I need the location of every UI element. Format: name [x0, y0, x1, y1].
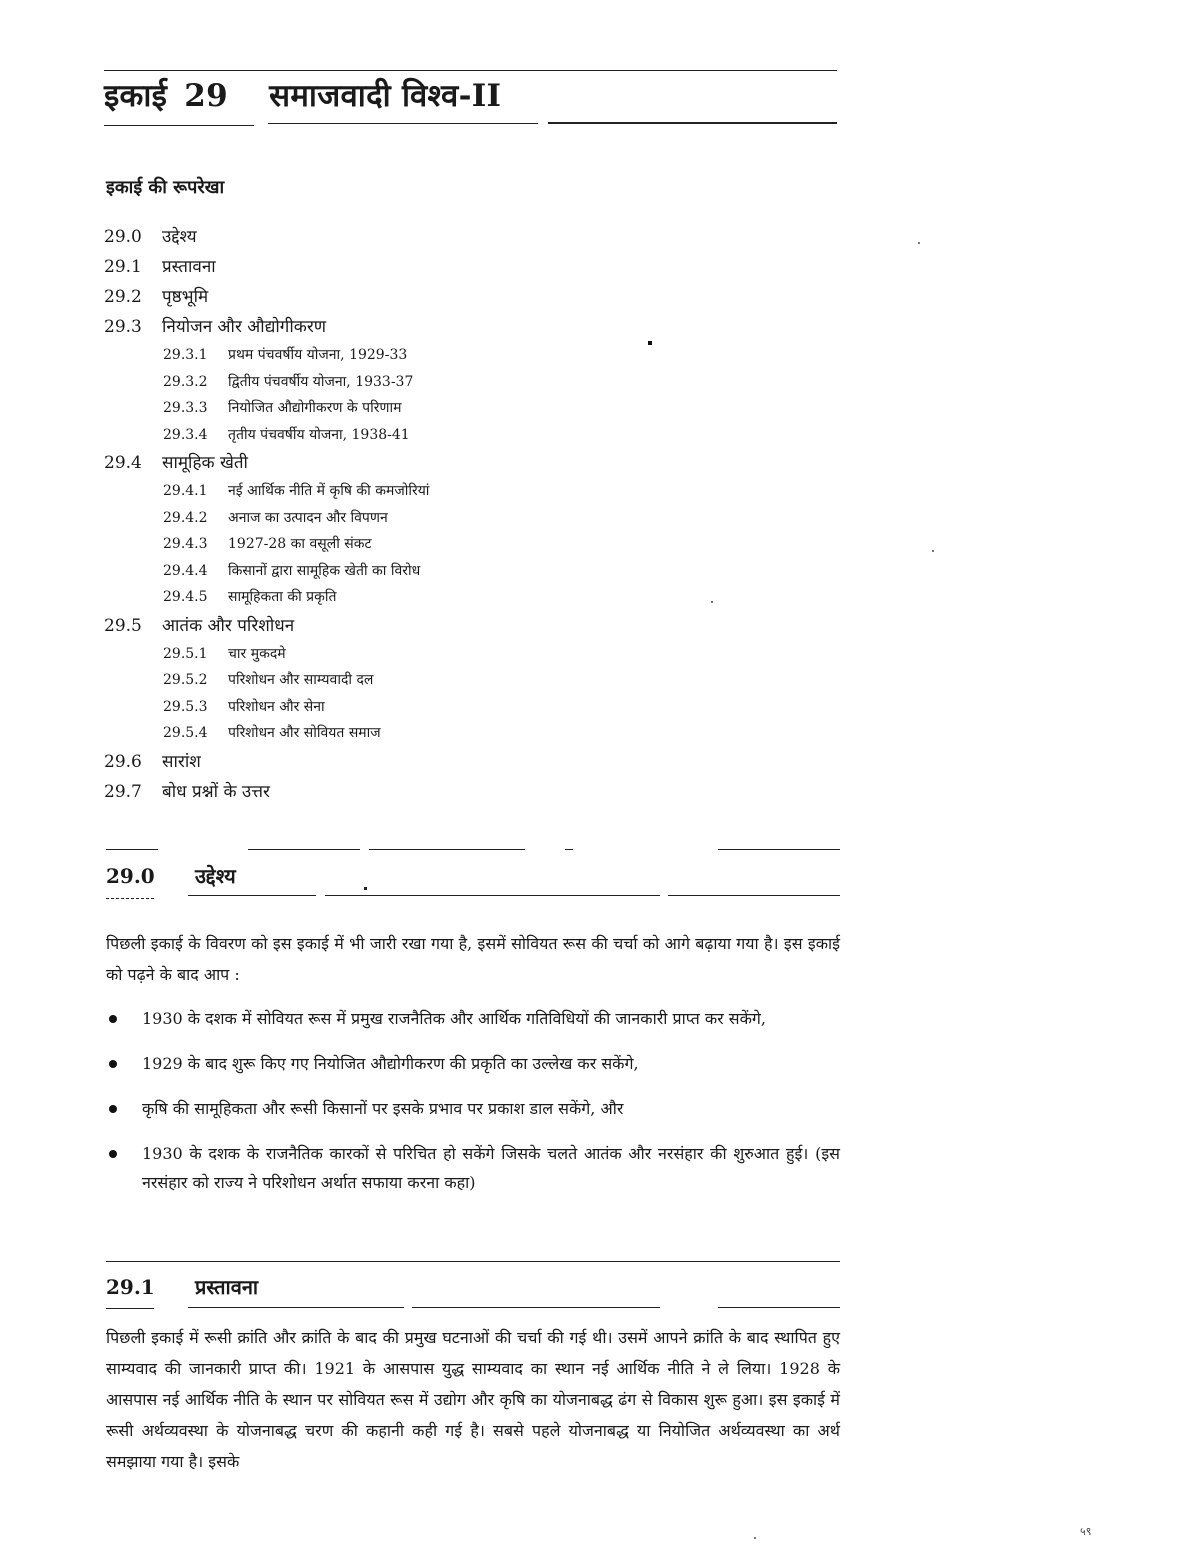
- outline-subitem: [104, 531, 664, 558]
- section-291-rule-top: [106, 1261, 840, 1262]
- outline-item-title: नई आर्थिक नीति में कृषि की कमजोरियां: [228, 483, 430, 499]
- page-number: ५९: [1080, 1525, 1092, 1538]
- section-290-rule-bottom-a: [106, 898, 154, 899]
- outline-item-number: 29.3: [104, 317, 142, 337]
- objective-text: 1930 के दशक के राजनैतिक कारकों से परिचित हो सकेंगे जिसके चलते आतंक और नरसंहार की शुरुआत हुई। (इस नरसंहार को राज्य ने परिशोधन अर्थात सफाया करना कहा): [142, 1144, 840, 1192]
- scan-speck: [754, 1537, 756, 1539]
- outline-item: [104, 611, 664, 641]
- bullet-icon: [109, 1150, 117, 1158]
- section-291-rule-bottom-c: [412, 1307, 660, 1308]
- section-290-rule-top-e: [718, 849, 840, 850]
- outline-item-title: किसानों द्वारा सामूहिक खेती का विरोध: [228, 562, 421, 579]
- outline-list: [104, 222, 664, 807]
- outline-subitem: [104, 342, 664, 369]
- objectives-list: [106, 1004, 840, 1213]
- outline-subitem: [104, 694, 664, 721]
- section-290-rule-bottom-b: [188, 895, 316, 896]
- bullet-icon: [109, 1060, 117, 1068]
- outline-item-title: प्रथम पंचवर्षीय योजना, 1929-33: [228, 347, 408, 363]
- section-290-rule-bottom-d: [668, 895, 840, 896]
- bullet-icon: [109, 1015, 117, 1023]
- outline-item-title: परिशोधन और सेना: [228, 698, 325, 715]
- outline-item-number: 29.3.3: [163, 400, 208, 416]
- outline-item: [104, 747, 664, 777]
- section-290-rule-top-b: [248, 849, 360, 850]
- section-291-body: पिछली इकाई में रूसी क्रांति और क्रांति के बाद की प्रमुख घटनाओं की चर्चा की गई थी। उसमें आपने क्रांति के बाद स्थापित हुए साम्यवाद की जानकारी प्राप्त की। 1921 के आसपास युद्ध साम्यवाद का स्थान नई आर्थिक नीति ने ले लिया। 1928 के आसपास नई आर्थिक नीति के स्थान पर सोवियत रूस में उद्योग और कृषि का योजनाबद्ध ढंग से विकास शुरू हुआ। इस इकाई में रूसी अर्थव्यवस्था के योजनाबद्ध चरण की कहानी कही गई है। सबसे पहले योजनाबद्ध या नियोजित अर्थव्यवस्था का अर्थ समझाया गया है। इसके: [106, 1328, 840, 1471]
- section-290-intro: पिछली इकाई के विवरण को इस इकाई में भी जारी रखा गया है, इसमें सोवियत रूस की चर्चा को आगे बढ़ाया गया है। इस इकाई को पढ़ने के बाद आप :: [106, 934, 840, 984]
- outline-item-number: 29.2: [104, 287, 142, 307]
- section-291-title: प्रस्तावना: [194, 1275, 259, 1299]
- section-291-rule-bottom-d: [718, 1307, 840, 1308]
- outline-item: [104, 282, 664, 312]
- outline-item-title: सामूहिक खेती: [162, 453, 248, 473]
- outline-item: [104, 312, 664, 342]
- outline-item-number: 29.5: [104, 615, 142, 636]
- outline-item-title: उद्देश्य: [162, 227, 197, 247]
- outline-item-title: आतंक और परिशोधन: [162, 615, 295, 636]
- outline-subitem: [104, 558, 664, 585]
- section-290-title: उद्देश्य: [194, 864, 236, 888]
- outline-item-title: परिशोधन और सोवियत समाज: [228, 725, 381, 741]
- section-291-rule-bottom-b: [188, 1307, 404, 1308]
- outline-item-number: 29.4.1: [163, 483, 208, 499]
- section-290-rule-bottom-c: [325, 895, 660, 896]
- outline-item-number: 29.4.5: [163, 589, 208, 605]
- outline-subitem: [104, 641, 664, 668]
- scan-speck: [932, 550, 934, 552]
- objective-item: [106, 1004, 840, 1033]
- outline-item-number: 29.5.1: [163, 645, 208, 662]
- objective-text: 1930 के दशक में सोवियत रूस में प्रमुख राजनैतिक और आर्थिक गतिविधियों की जानकारी प्राप्त कर सकेंगे,: [142, 1009, 766, 1028]
- objective-item: [106, 1139, 840, 1197]
- outline-item: [104, 252, 664, 282]
- outline-item-number: 29.5.4: [163, 725, 208, 741]
- objective-text: 1929 के बाद शुरू किए गए नियोजित औद्योगीकरण की प्रकृति का उल्लेख कर सकेंगे,: [142, 1054, 639, 1073]
- bullet-icon: [109, 1105, 117, 1113]
- outline-item-title: परिशोधन और साम्यवादी दल: [228, 672, 374, 688]
- scan-speck: [918, 242, 920, 244]
- title-rule-bottom-b: [268, 123, 538, 124]
- unit-number: 29: [184, 78, 229, 114]
- unit-title: [104, 74, 501, 116]
- outline-subitem: [104, 720, 664, 747]
- outline-item-title: पृष्ठभूमि: [162, 287, 209, 307]
- outline-subitem: [104, 478, 664, 505]
- outline-item-title: सामूहिकता की प्रकृति: [228, 589, 337, 605]
- section-290-heading: [106, 862, 236, 889]
- outline-item-number: 29.4.4: [163, 562, 208, 579]
- outline-item-title: अनाज का उत्पादन और विपणन: [228, 509, 388, 526]
- section-291-number: 29.1: [106, 1275, 155, 1299]
- scan-speck: [711, 601, 713, 603]
- outline-item-title: प्रस्तावना: [162, 257, 216, 277]
- outline-subitem: [104, 667, 664, 694]
- section-290-rule-top-a: [106, 849, 158, 850]
- title-rule-top: [104, 70, 837, 71]
- outline-item-title: तृतीय पंचवर्षीय योजना, 1938-41: [228, 426, 410, 443]
- outline-item-title: सारांश: [162, 751, 201, 772]
- outline-item-title: 1927-28 का वसूली संकट: [228, 536, 372, 552]
- outline-item-number: 29.4.3: [163, 536, 208, 552]
- outline-item-number: 29.3.1: [163, 347, 208, 363]
- outline-item: [104, 777, 664, 807]
- section-290-rule-top-d: [565, 849, 573, 850]
- objective-text: कृषि की सामूहिकता और रूसी किसानों पर इसके प्रभाव पर प्रकाश डाल सकेंगे, और: [142, 1099, 624, 1118]
- objective-item: [106, 1094, 840, 1123]
- outline-subitem: [104, 584, 664, 611]
- outline-heading: इकाई की रूपरेखा: [106, 177, 225, 198]
- scan-speck: [648, 341, 652, 345]
- outline-item-number: 29.6: [104, 751, 142, 772]
- outline-subitem: [104, 422, 664, 449]
- outline-item-number: 29.3.2: [163, 373, 208, 390]
- scan-speck: [364, 887, 367, 890]
- outline-item-number: 29.1: [104, 257, 142, 277]
- outline-subitem: [104, 505, 664, 532]
- objective-item: [106, 1049, 840, 1078]
- outline-item-title: नियोजित औद्योगीकरण के परिणाम: [228, 400, 402, 416]
- outline-item-number: 29.5.2: [163, 672, 208, 688]
- outline-item: [104, 448, 664, 478]
- outline-item-number: 29.3.4: [163, 426, 208, 443]
- outline-subitem: [104, 369, 664, 396]
- outline-item-title: नियोजन और औद्योगीकरण: [162, 317, 327, 337]
- outline-subitem: [104, 395, 664, 422]
- outline-item: [104, 222, 664, 252]
- outline-item-number: 29.7: [104, 781, 142, 802]
- section-291-heading: [106, 1273, 258, 1300]
- outline-item-title: चार मुकदमे: [228, 645, 286, 662]
- outline-item-title: द्वितीय पंचवर्षीय योजना, 1933-37: [228, 373, 414, 390]
- section-290-number: 29.0: [106, 864, 155, 888]
- unit-label: इकाई: [104, 78, 168, 114]
- unit-title-text: समाजवादी विश्व-II: [269, 78, 502, 114]
- title-rule-bottom-c: [548, 122, 837, 124]
- section-291-rule-bottom-a: [106, 1308, 154, 1309]
- outline-item-number: 29.5.3: [163, 698, 208, 715]
- section-290-rule-top-c: [369, 849, 525, 850]
- outline-item-title: बोध प्रश्नों के उत्तर: [162, 781, 270, 802]
- outline-item-number: 29.0: [104, 227, 142, 247]
- outline-item-number: 29.4.2: [163, 509, 208, 526]
- outline-item-number: 29.4: [104, 453, 142, 473]
- title-rule-bottom-a: [104, 125, 254, 126]
